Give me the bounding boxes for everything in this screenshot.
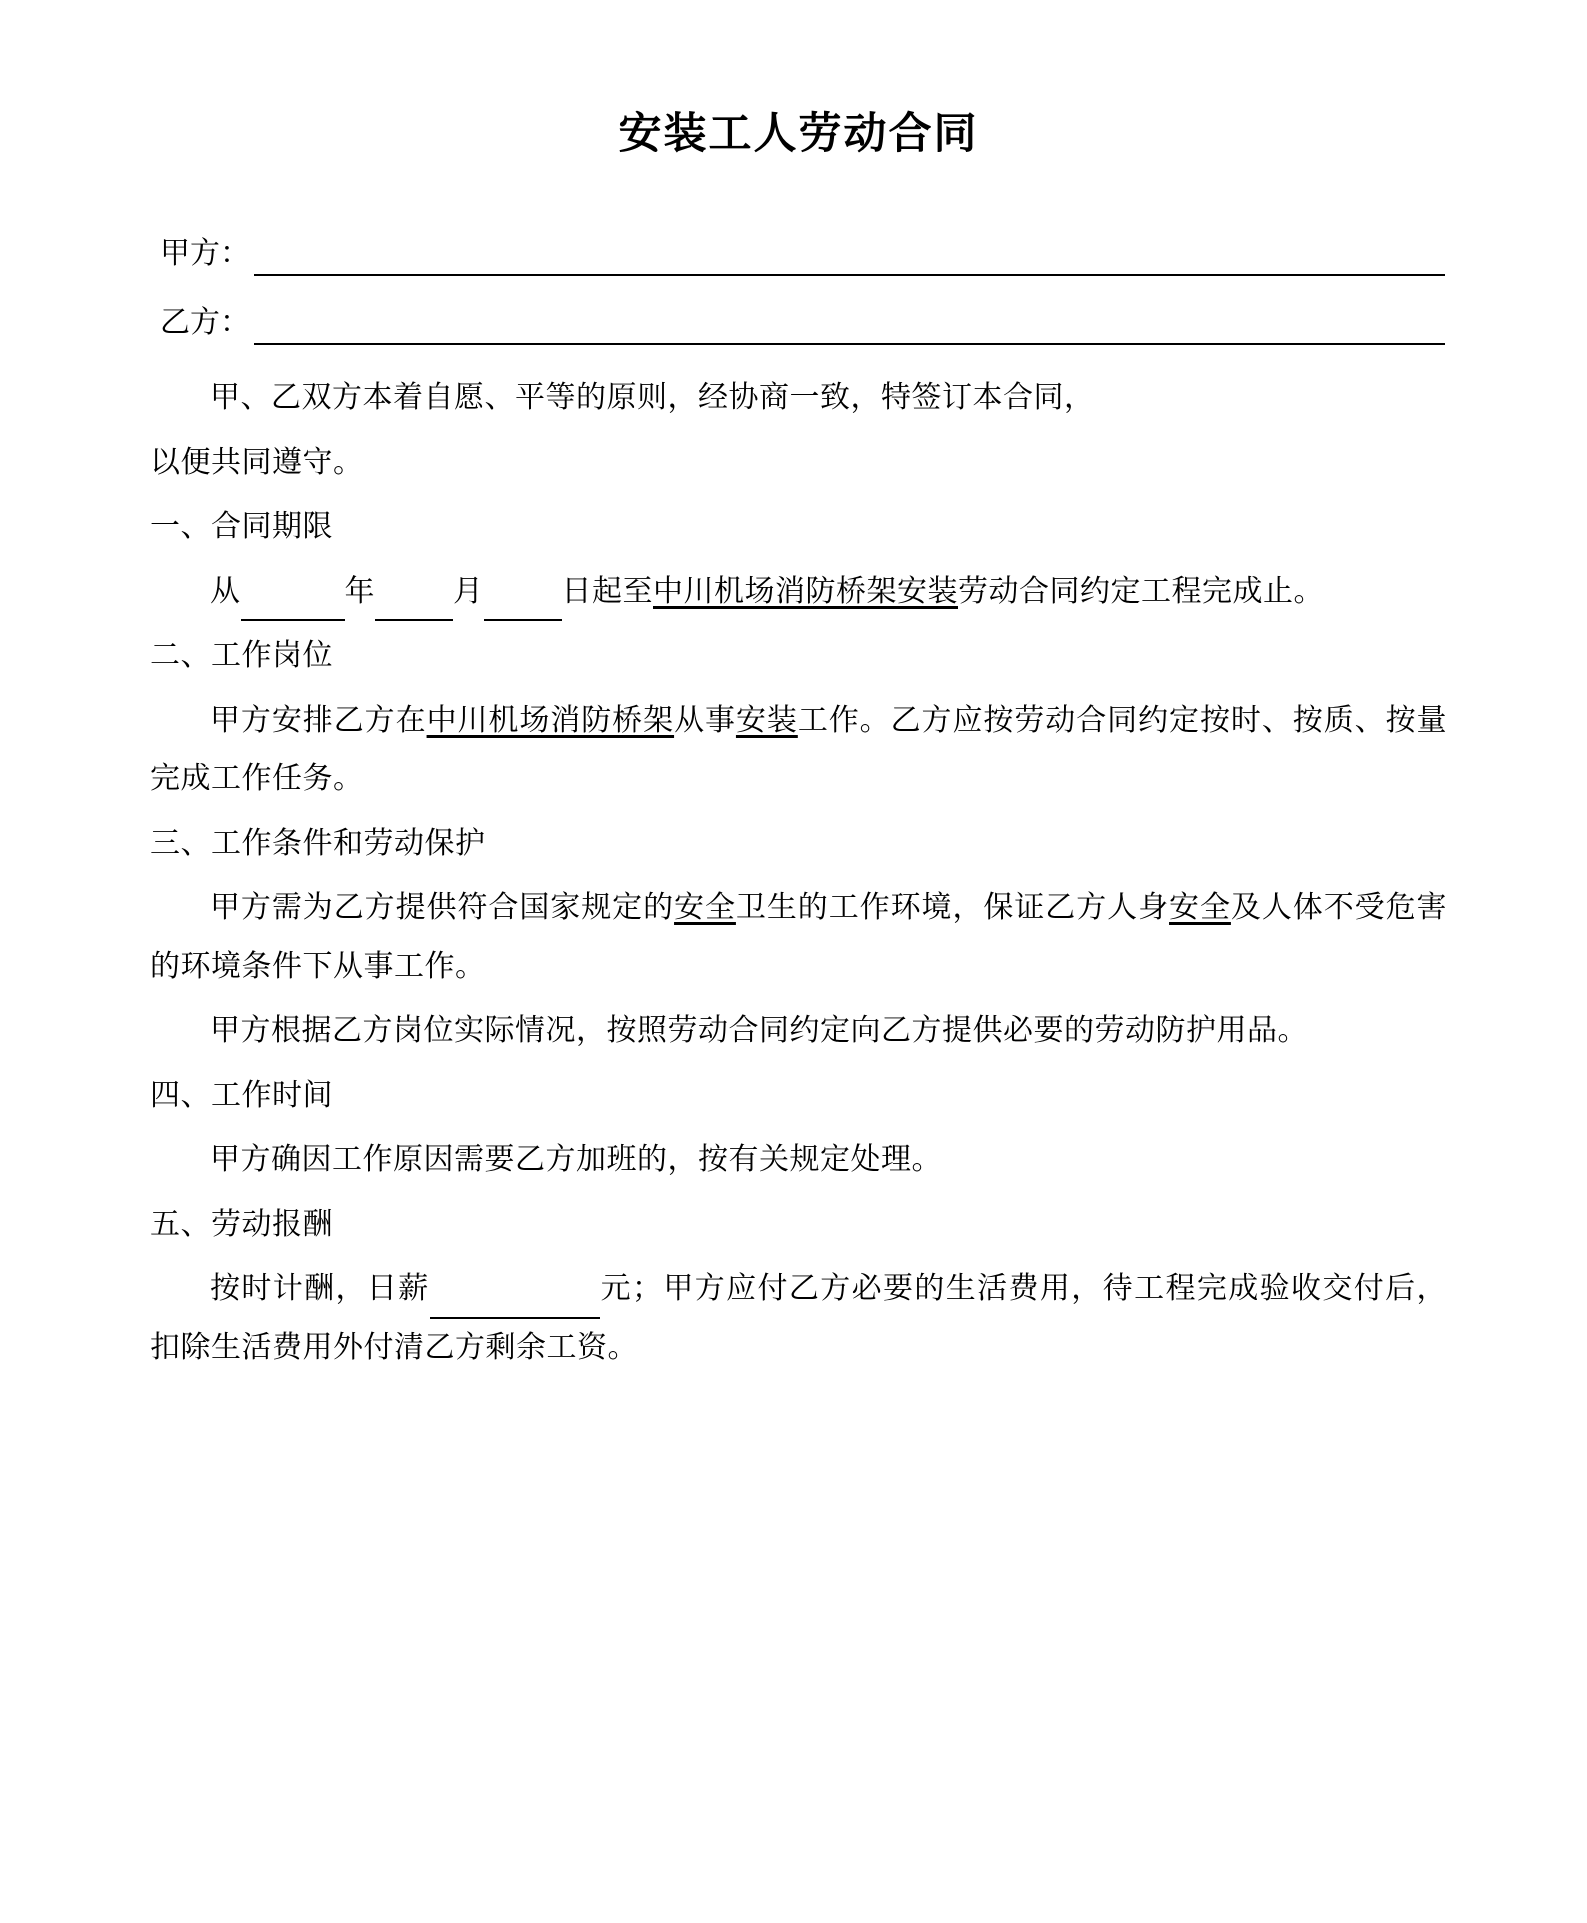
- term-day-label: 日起至: [561, 573, 653, 609]
- post-suffix: 工作。乙方应按劳动合同约定按时、按质、按量完成工作任务。: [150, 702, 1448, 796]
- term-month-label: 月: [453, 573, 484, 609]
- protect-prefix: 甲方需为乙方提供符合国家规定的: [210, 890, 675, 925]
- term-year-label: 年: [344, 573, 375, 609]
- section-3-heading: 三、工作条件和劳动保护: [150, 825, 486, 861]
- section-5-paragraph-1: [150, 1260, 1447, 1377]
- party-a-label: 甲方：: [160, 236, 250, 271]
- protect-mid: 卫生的工作环境，保证乙方人身: [735, 890, 1170, 925]
- party-a-blank[interactable]: [254, 240, 1445, 276]
- term-suffix: 劳动合同约定工程完成止。: [958, 573, 1324, 609]
- section-3-paragraph-1: [150, 879, 1447, 996]
- post-job-underlined: 安装: [735, 702, 798, 738]
- page-title: 安装工人劳动合同: [618, 109, 979, 159]
- section-2-paragraph-1: [150, 692, 1447, 809]
- party-b-label: 乙方：: [160, 305, 250, 340]
- day-blank[interactable]: [484, 619, 562, 621]
- post-prefix: 甲方安排乙方在: [210, 702, 427, 738]
- section-2-heading: 二、工作岗位: [150, 638, 333, 673]
- protect-suffix: 及人体不受危害的环境条件下从事工作。: [150, 890, 1448, 984]
- post-mid: 从事: [674, 702, 736, 738]
- party-b-line: [150, 300, 1447, 345]
- safety-underlined-2: 安全: [1169, 890, 1231, 925]
- party-b-blank[interactable]: [254, 309, 1445, 345]
- daily-wage-blank[interactable]: [430, 1317, 600, 1319]
- preamble-line-1: 甲、乙双方本着自愿、平等的原则，经协商一致，特签订本合同，: [210, 380, 1095, 415]
- section-4-paragraph-1: 甲方确因工作原因需要乙方加班的，按有关规定处理。: [210, 1142, 942, 1177]
- project-name-underlined: 中川机场消防桥架安装: [653, 573, 958, 609]
- section-3-paragraph-2: 甲方根据乙方岗位实际情况，按照劳动合同约定向乙方提供必要的劳动防护用品。: [210, 1013, 1308, 1048]
- term-prefix: 从: [210, 573, 241, 609]
- party-a-line: [150, 231, 1447, 276]
- safety-underlined-1: 安全: [674, 890, 736, 925]
- section-4-heading: 四、工作时间: [150, 1077, 333, 1113]
- wage-suffix: 元；甲方应付乙方必要的生活费用，待工程完成验收交付后，扣除生活费用外付清乙方剩余工资。: [150, 1271, 1448, 1365]
- section-1-heading: 一、合同期限: [150, 509, 333, 544]
- year-blank[interactable]: [241, 619, 345, 621]
- wage-prefix: 按时计酬，日薪: [210, 1271, 430, 1306]
- post-location-underlined: 中川机场消防桥架: [426, 702, 675, 738]
- month-blank[interactable]: [375, 619, 453, 621]
- preamble-line-2: 以便共同遵守。: [150, 444, 364, 480]
- section-1-paragraph-1: [150, 563, 1447, 622]
- section-5-heading: 五、劳动报酬: [150, 1206, 333, 1242]
